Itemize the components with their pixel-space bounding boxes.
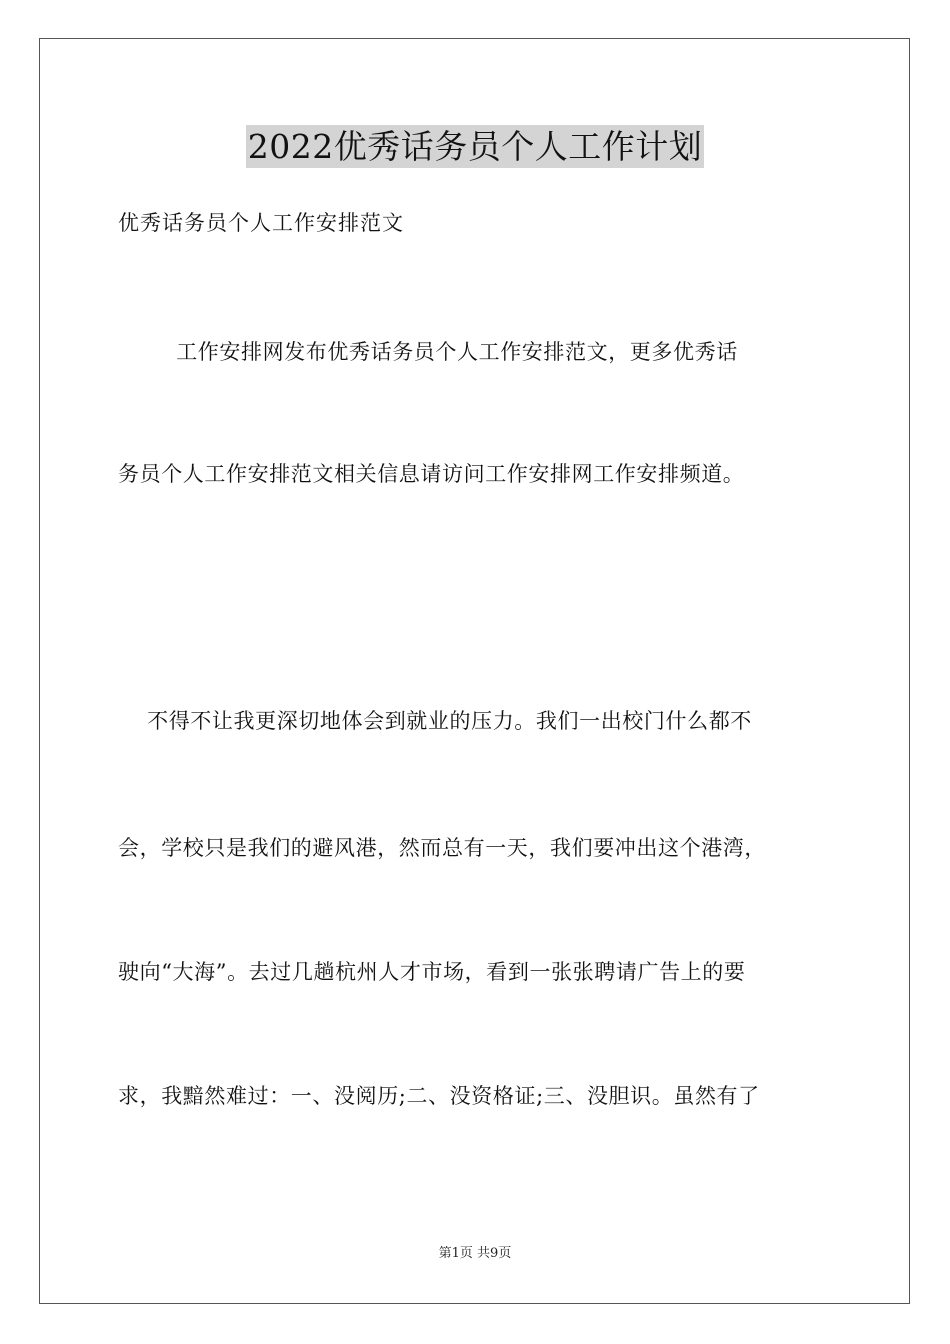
document-title bbox=[0, 124, 950, 170]
page-footer: 第1页 共9页 bbox=[438, 1246, 512, 1261]
paragraph-line: 驶向“大海”。去过几趟杭州人才市场，看到一张张聘请广告上的要 bbox=[118, 960, 746, 984]
paragraph-line: 求，我黯然难过：一、没阅历;二、没资格证;三、没胆识。虽然有了 bbox=[118, 1084, 760, 1108]
paragraph-line: 务员个人工作安排范文相关信息请访问工作安排网工作安排频道。 bbox=[118, 462, 745, 486]
paragraph-line: 会，学校只是我们的避风港，然而总有一天，我们要冲出这个港湾， bbox=[118, 836, 766, 860]
document-title-text: 2022优秀话务员个人工作计划 bbox=[247, 127, 703, 166]
paragraph-line: 不得不让我更深切地体会到就业的压力。我们一出校门什么都不 bbox=[118, 709, 752, 733]
paragraph-line: 工作安排网发布优秀话务员个人工作安排范文，更多优秀话 bbox=[118, 340, 738, 364]
document-subtitle: 优秀话务员个人工作安排范文 bbox=[118, 211, 404, 235]
